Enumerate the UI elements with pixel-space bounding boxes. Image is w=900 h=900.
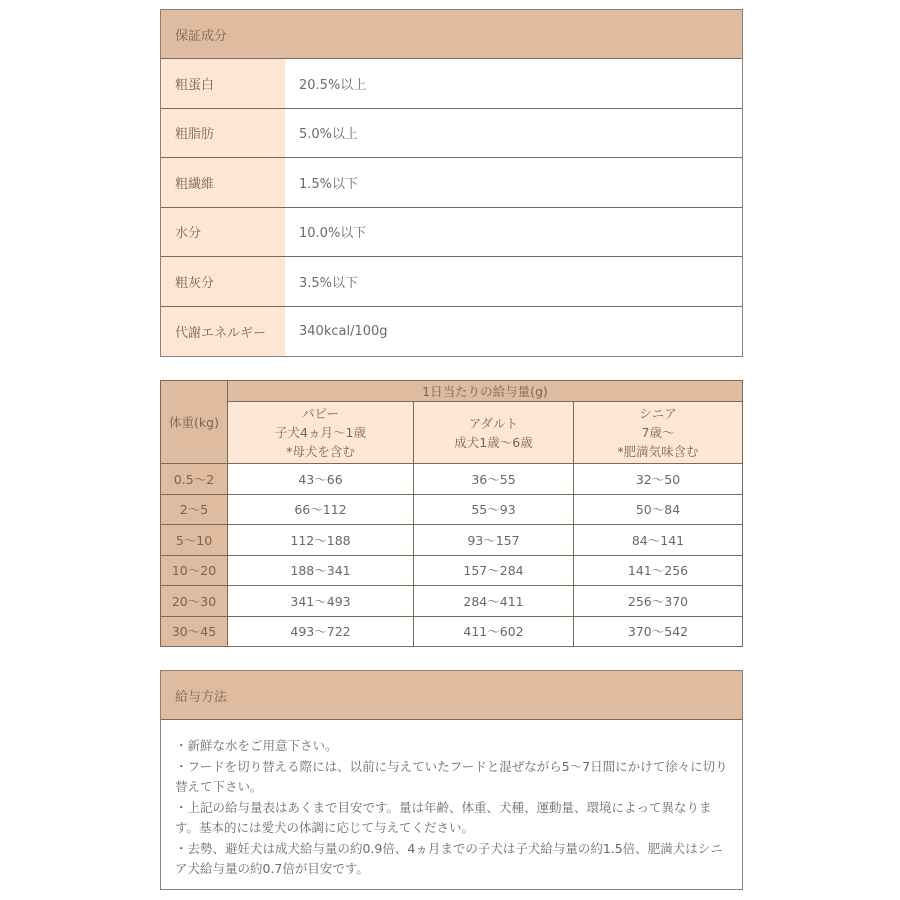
weight-cell: 30〜45: [161, 616, 228, 647]
senior-cell: 370〜542: [574, 616, 743, 647]
feeding-method-box: [160, 670, 743, 890]
note-item: ・フードを切り替える際には、以前に与えていたフードと混ぜながら5〜7日間にかけて徐々に切り替えて下さい。: [175, 758, 728, 794]
table-row: [161, 555, 743, 586]
adult-cell: 55〜93: [414, 494, 574, 525]
puppy-cell: 341〜493: [228, 586, 414, 617]
senior-cell: 141〜256: [574, 555, 743, 586]
note-item: ・去勢、避妊犬は成犬給与量の約0.9倍、4ヵ月までの子犬は子犬給与量の約1.5倍、肥満犬はシニア犬給与量の約0.7倍が目安です。: [175, 840, 723, 876]
table-row: [161, 464, 743, 495]
row-label: 水分: [161, 208, 285, 257]
table-row: [161, 586, 743, 617]
senior-cell: 256〜370: [574, 586, 743, 617]
adult-cell: 36〜55: [414, 464, 574, 495]
feeding-amount-table: [160, 380, 743, 647]
table-row: [161, 494, 743, 525]
table-row: [161, 208, 742, 258]
weight-cell: 0.5〜2: [161, 464, 228, 495]
adult-cell: 157〜284: [414, 555, 574, 586]
row-value: 1.5%以下: [299, 176, 359, 192]
daily-amount-header: 1日当たりの給与量(g): [228, 381, 743, 402]
table-row: [161, 616, 743, 647]
note-item: ・上記の給与量表はあくまで目安です。量は年齢、体重、犬種、運動量、環境によって異なります。基本的には愛犬の体調に応じて与えてください。: [175, 799, 712, 835]
weight-cell: 10〜20: [161, 555, 228, 586]
guaranteed-analysis-table: [160, 9, 743, 357]
weight-cell: 5〜10: [161, 525, 228, 556]
puppy-cell: 112〜188: [228, 525, 414, 556]
feeding-notes: [161, 720, 742, 894]
senior-column-header: [574, 402, 743, 464]
table-row: [161, 307, 742, 357]
row-label: 粗蛋白: [161, 59, 285, 108]
puppy-cell: 43〜66: [228, 464, 414, 495]
senior-cell: 84〜141: [574, 525, 743, 556]
guaranteed-analysis-title: 保証成分: [161, 10, 742, 59]
column-subtitle: 7歳〜: [641, 425, 675, 440]
table-row: [161, 109, 742, 159]
row-value: 3.5%以下: [299, 275, 359, 291]
row-value: 20.5%以上: [299, 77, 367, 93]
puppy-column-header: [228, 402, 414, 464]
feeding-method-title: 給与方法: [161, 671, 742, 720]
adult-column-header: [414, 402, 574, 464]
senior-cell: 32〜50: [574, 464, 743, 495]
column-subtitle: 成犬1歳〜6歳: [454, 434, 533, 450]
table-row: [161, 525, 743, 556]
column-note: *母犬を含む: [286, 444, 355, 459]
senior-cell: 50〜84: [574, 494, 743, 525]
column-title: シニア: [639, 406, 677, 421]
row-label: 粗脂肪: [161, 109, 285, 158]
row-label: 粗灰分: [161, 257, 285, 306]
row-label: 代謝エネルギー: [161, 307, 285, 357]
table-row: [161, 158, 742, 208]
weight-header: 体重(kg): [161, 381, 228, 464]
puppy-cell: 188〜341: [228, 555, 414, 586]
row-value: 340kcal/100g: [299, 323, 388, 339]
row-value: 10.0%以下: [299, 226, 367, 242]
adult-cell: 93〜157: [414, 525, 574, 556]
column-subtitle: 子犬4ヵ月〜1歳: [275, 425, 366, 440]
weight-cell: 2〜5: [161, 494, 228, 525]
adult-cell: 411〜602: [414, 616, 574, 647]
column-title: パピー: [301, 406, 339, 421]
table-row: [161, 59, 742, 109]
row-label: 粗繊維: [161, 158, 285, 207]
column-title: アダルト: [468, 415, 519, 431]
table-row: [161, 257, 742, 307]
adult-cell: 284〜411: [414, 586, 574, 617]
puppy-cell: 66〜112: [228, 494, 414, 525]
column-note: *肥満気味含む: [617, 444, 699, 459]
row-value: 5.0%以上: [299, 127, 359, 143]
note-item: ・新鮮な水をご用意下さい。: [175, 738, 338, 753]
puppy-cell: 493〜722: [228, 616, 414, 647]
weight-cell: 20〜30: [161, 586, 228, 617]
